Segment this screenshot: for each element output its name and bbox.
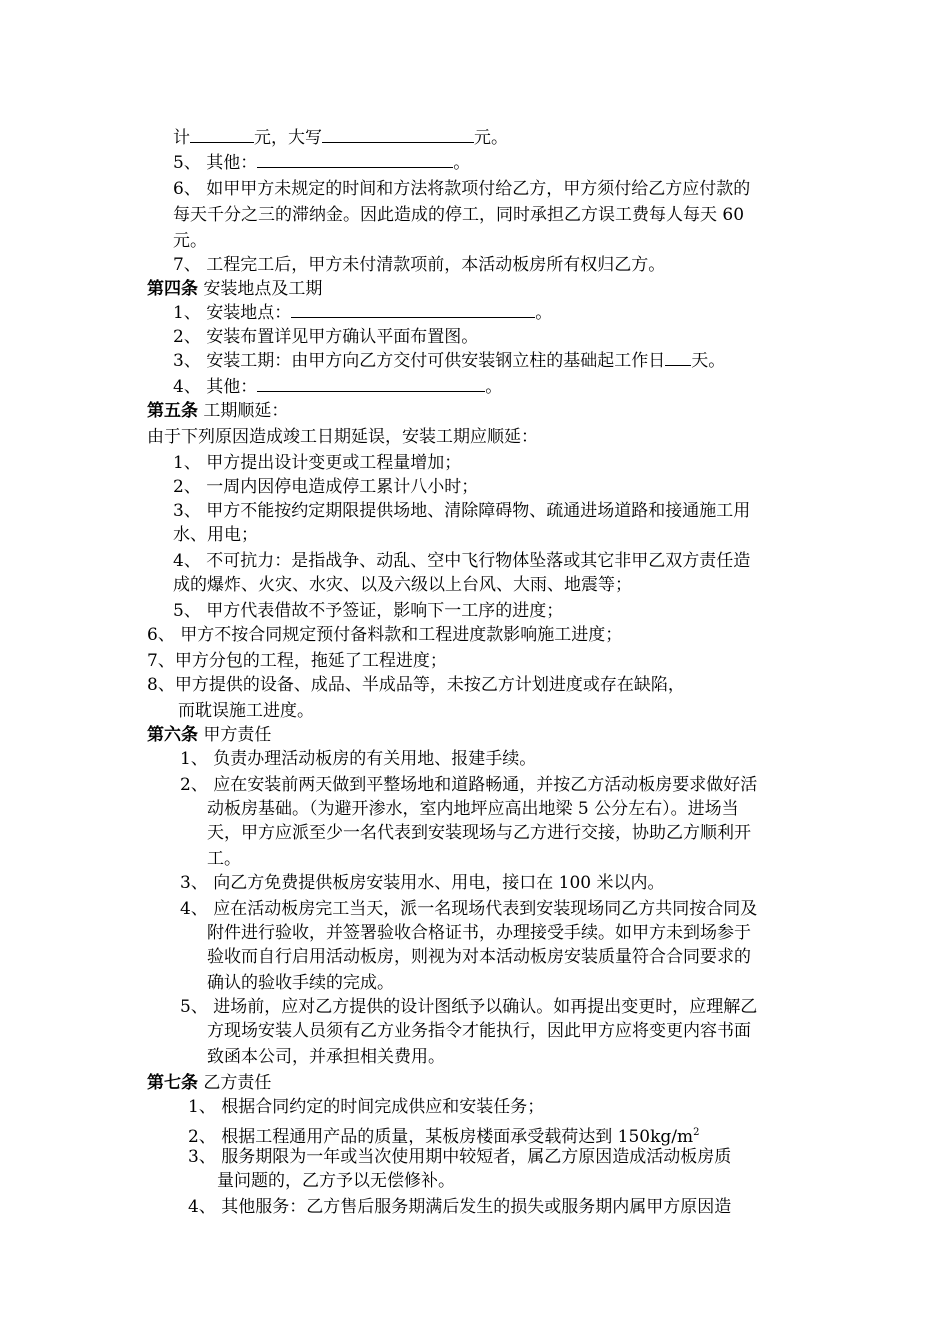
text-line: 量问题的，乙方予以无偿修补。 xyxy=(217,1171,455,1191)
install-other-line: 4、 其他： 。 xyxy=(173,377,503,397)
load-capacity-line: 2、 根据工程通用产品的质量，某板房楼面承受载荷达到 $150kg/m^2$ xyxy=(188,1127,700,1147)
text-line: 1、 负责办理活动板房的有关用地、报建手续。 xyxy=(180,749,537,769)
text-line: 7、 工程完工后，甲方未付清款项前，本活动板房所有权归乙方。 xyxy=(173,255,666,275)
amount-words-blank xyxy=(322,127,474,143)
text-line: 工。 xyxy=(207,849,241,869)
article-7-heading: 第七条 乙方责任 xyxy=(147,1073,272,1093)
text-line: 2、 应在安装前两天做到平整场地和道路畅通，并按乙方活动板房要求做好活 xyxy=(180,775,758,795)
article-6-heading: 第六条 甲方责任 xyxy=(147,725,272,745)
text-line: 由于下列原因造成竣工日期延误，安装工期应顺延： xyxy=(147,427,538,447)
days-blank xyxy=(665,350,691,366)
text-line: 确认的验收手续的完成。 xyxy=(207,973,394,993)
text-line: 1、 根据合同约定的时间完成供应和安装任务； xyxy=(188,1097,545,1117)
location-blank xyxy=(291,302,535,318)
amount-blank xyxy=(190,127,254,143)
text-line: 而耽误施工进度。 xyxy=(178,701,314,721)
text-line: 动板房基础。（为避开渗水，室内地坪应高出地梁 5 公分左右）。进场当 xyxy=(207,799,739,819)
text-line: 致函本公司，并承担相关费用。 xyxy=(207,1047,445,1067)
other-blank xyxy=(257,152,453,168)
text-line: 6、 如甲甲方未规定的时间和方法将款项付给乙方，甲方须付给乙方应付款的 xyxy=(173,179,751,199)
install-period-line: 3、 安装工期：由甲方向乙方交付可供安装钢立柱的基础起工作日 天。 xyxy=(173,351,726,371)
text-line: 2、 安装布置详见甲方确认平面布置图。 xyxy=(173,327,479,347)
text-line: 附件进行验收，并签署验收合格证书，办理接受手续。如甲方未到场参于 xyxy=(207,923,751,943)
text-line: 每天千分之三的滞纳金。因此造成的停工，同时承担乙方误工费每人每天 60 xyxy=(173,205,745,225)
text-line: 5、 甲方代表借故不予签证，影响下一工序的进度； xyxy=(173,601,564,621)
text-line: 方现场安装人员须有乙方业务指令才能执行，因此甲方应将变更内容书面 xyxy=(207,1021,751,1041)
text-line: 3、 服务期限为一年或当次使用期中较短者，属乙方原因造成活动板房质 xyxy=(188,1147,732,1167)
text-line: 3、 甲方不能按约定期限提供场地、清除障碍物、疏通进场道路和接通施工用 xyxy=(173,501,751,521)
text-line: 8、甲方提供的设备、成品、半成品等，未按乙方计划进度或存在缺陷， xyxy=(147,675,685,695)
text-line: 成的爆炸、火灾、水灾、以及六级以上台风、大雨、地震等； xyxy=(173,575,632,595)
article-4-heading: 第四条 安装地点及工期 xyxy=(147,279,323,299)
text-line: 4、 不可抗力：是指战争、动乱、空中飞行物体坠落或其它非甲乙双方责任造 xyxy=(173,551,751,571)
text-line: 6、 甲方不按合同规定预付备料款和工程进度款影响施工进度； xyxy=(147,625,623,645)
text-line: 水、用电； xyxy=(173,525,258,545)
text-line: 天，甲方应派至少一名代表到安装现场与乙方进行交接，协助乙方顺利开 xyxy=(207,823,751,843)
text-line: 3、 向乙方免费提供板房安装用水、用电，接口在 100 米以内。 xyxy=(180,873,665,893)
text-line: 7、甲方分包的工程，拖延了工程进度； xyxy=(147,651,447,671)
article-5-heading: 第五条 工期顺延： xyxy=(147,401,289,421)
payment-other-line: 5、 其他： 。 xyxy=(173,153,471,173)
text-line: 1、 甲方提出设计变更或工程量增加； xyxy=(173,453,462,473)
text-line: 元。 xyxy=(173,231,207,251)
text-line: 4、 应在活动板房完工当天，派一名现场代表到安装现场同乙方共同按合同及 xyxy=(180,899,758,919)
text-line: 2、 一周内因停电造成停工累计八小时； xyxy=(173,477,479,497)
payment-amount-line: 计 元，大写 元。 xyxy=(173,128,508,148)
install-location-line: 1、 安装地点： 。 xyxy=(173,303,553,323)
install-other-blank xyxy=(257,376,485,392)
text-line: 5、 进场前，应对乙方提供的设计图纸予以确认。如再提出变更时，应理解乙 xyxy=(180,997,758,1017)
text-line: 4、 其他服务：乙方售后服务期满后发生的损失或服务期内属甲方原因造 xyxy=(188,1197,732,1217)
text-line: 验收而自行启用活动板房，则视为对本活动板房安装质量符合合同要求的 xyxy=(207,947,751,967)
